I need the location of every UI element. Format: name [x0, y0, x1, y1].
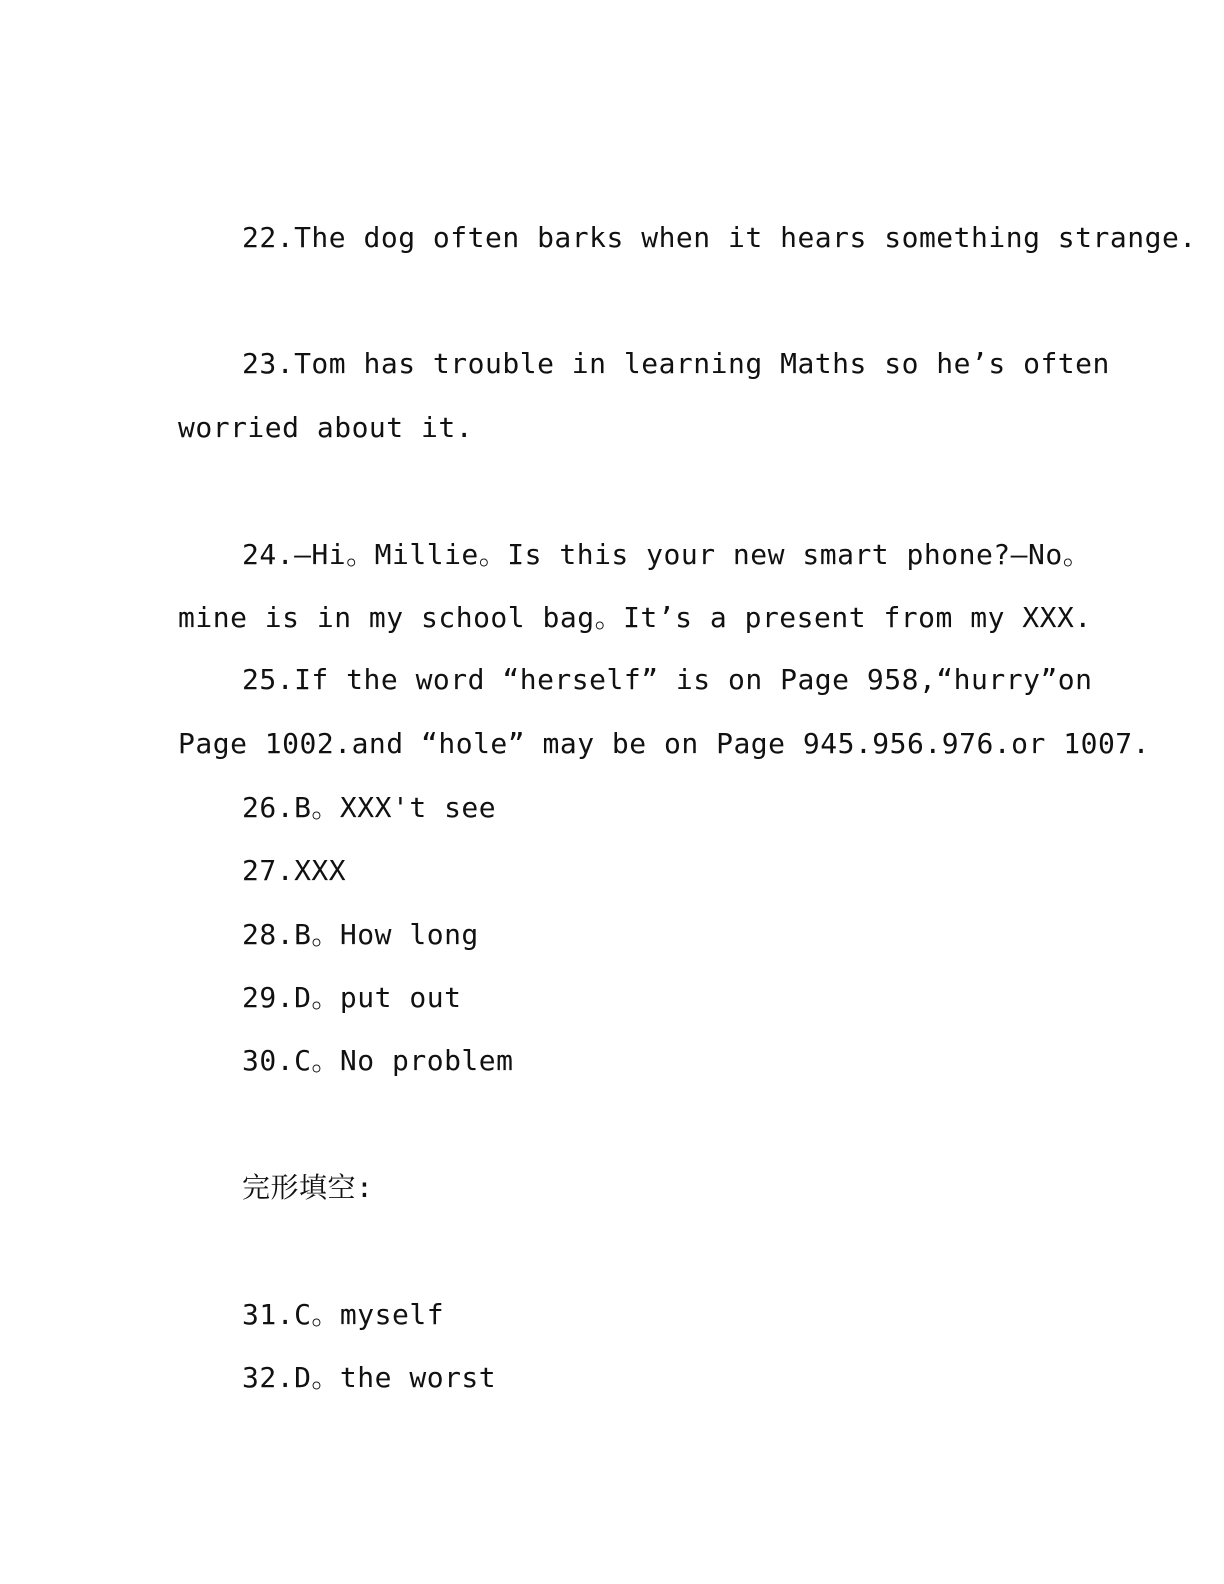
answer-25-continued: Page 1002.and “hole” may be on Page 945.956.976.or 1007.	[178, 727, 1151, 760]
answer-24-continued: mine is in my school bag。It’s a present from my XXX.	[178, 601, 1092, 634]
answer-30: 30.C。No problem	[242, 1044, 514, 1077]
answer-25: 25.If the word “herself” is on Page 958,“hurry”on	[242, 663, 1093, 696]
answer-29: 29.D。put out	[242, 981, 462, 1014]
answer-23-continued: worried about it.	[178, 411, 474, 444]
answer-26: 26.B。XXX't see	[242, 791, 497, 824]
answer-23: 23.Tom has trouble in learning Maths so he’s often	[242, 347, 1110, 380]
answer-24: 24.—Hi。Millie。Is this your new smart phone?—No。	[242, 538, 1092, 571]
answer-32: 32.D。the worst	[242, 1361, 497, 1394]
answer-27: 27.XXX	[242, 854, 347, 887]
answer-31: 31.C。myself	[242, 1298, 445, 1331]
answer-22: 22.The dog often barks when it hears something strange.	[242, 221, 1197, 254]
section-heading-cloze: 完形填空:	[242, 1171, 374, 1204]
answer-28: 28.B。How long	[242, 918, 479, 951]
